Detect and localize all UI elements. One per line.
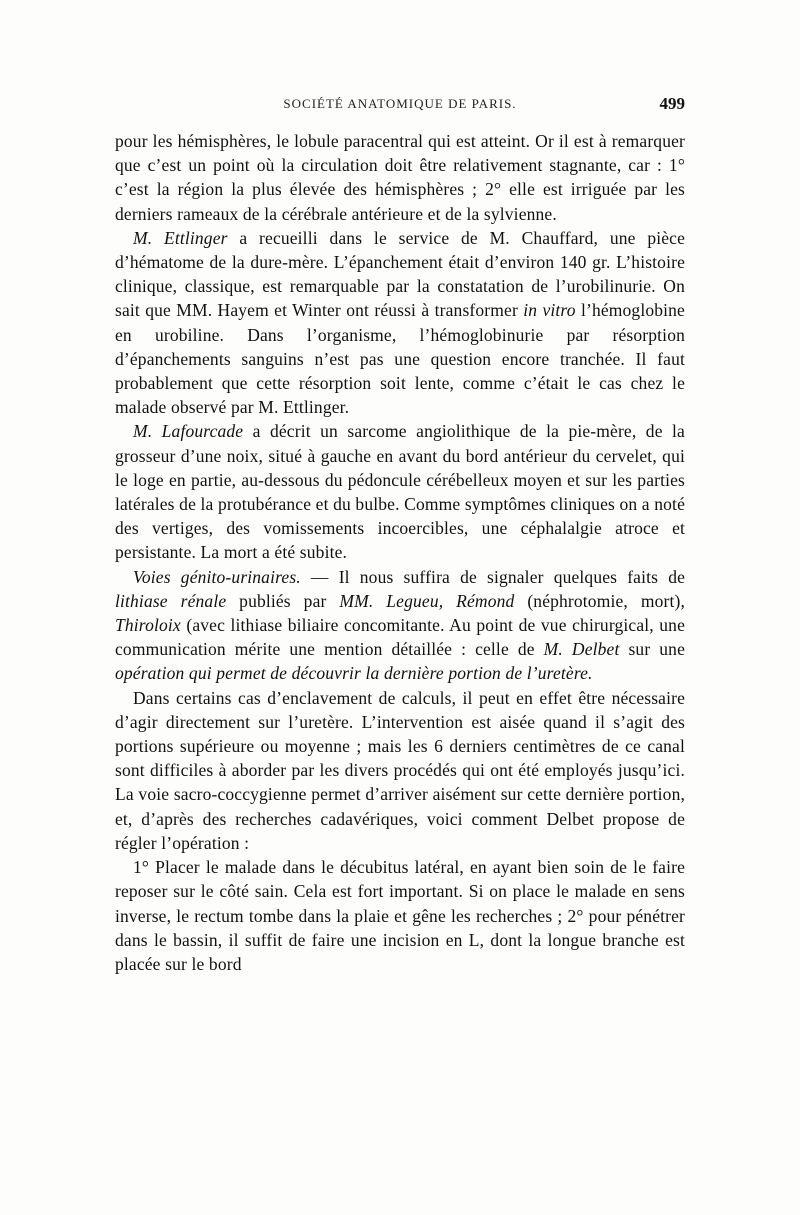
paragraph-text: — Il nous suffira de signaler quelques faits de [300, 566, 686, 587]
section-heading: Voies génito-urinaires. [133, 566, 301, 587]
author-name: M. Lafourcade [133, 421, 244, 442]
italic-phrase: lithiase rénale [115, 590, 227, 611]
body-text [115, 129, 685, 976]
paragraph-6: 1° Placer le malade dans le décubitus latéral, en ayant bien soin de le faire reposer sur le côté sain. Cela est fort important. Si on place le malade en sens inverse, le rectum tombe dans la plaie et gêne les recherches ; 2° pour pénétrer dans le bassin, il suffit de faire une incision en L, dont la longue branche est placée sur le bord [115, 857, 685, 974]
paragraph-text: (avec lithiase biliaire concomitante. Au point de vue chirurgical, une communication mérite une mention détaillée : celle de [115, 615, 685, 660]
paragraph-5: Dans certains cas d’enclavement de calculs, il peut en effet être nécessaire d’agir directement sur l’uretère. L’intervention est aisée quand il s’agit des portions supérieure ou moyenne ; mais les 6 derniers centimètres de ce canal sont difficiles à aborder par les divers procédés qui ont été employés jusqu’ici. La voie sacro-coccygienne permet d’arriver aisément sur cette dernière portion, et, d’après des recherches cadavériques, voici comment Delbet propose de régler l’opération : [115, 687, 685, 853]
page-number: 499 [659, 94, 685, 113]
author-name: M. Delbet [543, 639, 620, 660]
paragraph-2 [115, 226, 685, 420]
author-name: M. Ettlinger [133, 227, 228, 248]
paragraph-text: sur une [619, 639, 686, 660]
italic-phrase: opération qui permet de découvrir la dernière portion de l’uretère. [115, 663, 593, 684]
running-title: SOCIÉTÉ ANATOMIQUE DE PARIS. [283, 96, 517, 111]
author-name: Thiroloix [115, 615, 181, 636]
paragraph-text: a décrit un sarcome angiolithique de la pie-mère, de la grosseur d’une noix, situé à gauche en avant du bord antérieur du cervelet, qui le loge en partie, au-dessous du pédoncule cérébelleux moyen et sur les parties latérales de la protubérance et du bulbe. Comme symptômes cliniques on a noté des vertiges, des vomissements incoercibles, une céphalalgie atroce et persistante. La mort a été subite. [115, 421, 685, 563]
paragraph-4 [115, 565, 685, 686]
italic-phrase: in vitro [523, 300, 576, 321]
running-head [115, 96, 685, 120]
paragraph-text: a recueilli dans le service de M. Chauffard, une pièce d’hématome de la dure-mère. L’épanchement était d’environ 140 gr. L’histoire clinique, classique, est remarquable par la constatation de l’urobilinurie. On sait que MM. Hayem et Winter ont réussi à transformer [115, 227, 685, 321]
paragraph-1: pour les hémisphères, le lobule paracentral qui est atteint. Or il est à remarquer que c’est un point où la circulation doit être relativement stagnante, car : 1° c’est la région la plus élevée des hémisphères ; 2° elle est irriguée par les derniers rameaux de la cérébrale antérieure et de la sylvienne. [115, 131, 685, 224]
author-name: MM. Legueu, Rémond [339, 590, 515, 611]
paragraph-text: l’hémoglobine en urobiline. Dans l’organisme, l’hémoglobinurie par résorption d’épanchements sanguins n’est pas une question encore tranchée. Il faut probablement que cette résorption soit lente, comme c’était le cas chez le malade observé par M. Ettlinger. [115, 300, 685, 418]
paragraph-text: (néphrotomie, mort), [514, 590, 685, 611]
paragraph-3 [115, 419, 685, 564]
paragraph-text: publiés par [226, 590, 340, 611]
